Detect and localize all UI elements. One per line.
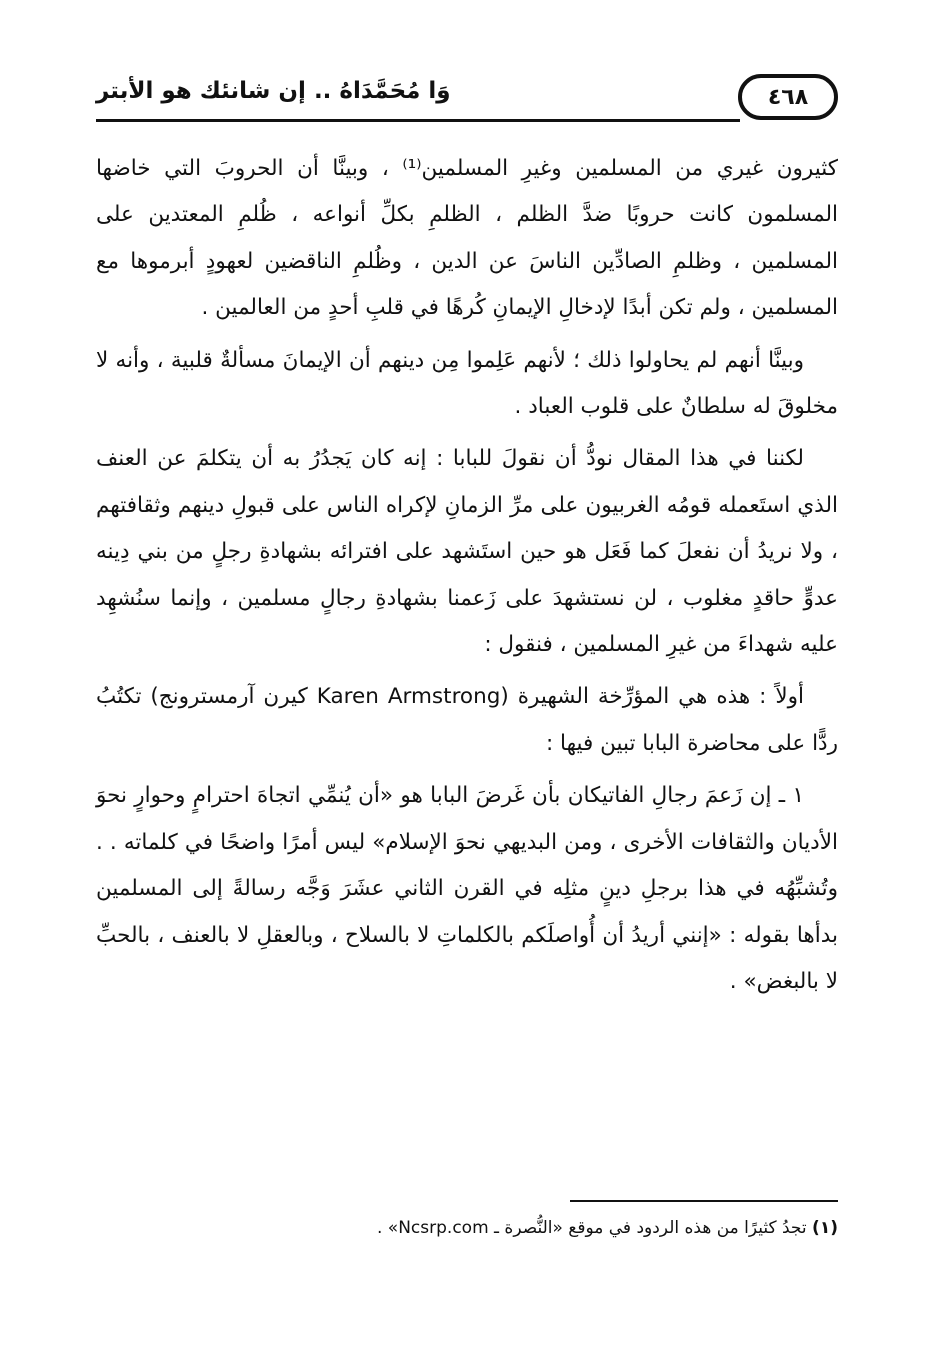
paragraph-1: كثيرون غيري من المسلمين وغيرِ المسلمين⁽¹⁾ ، وبينَّا أن الحروبَ التي خاضها المسلمون كانت حروبًا ضدَّ الظلم ، الظلمِ بكلِّ أنواعه ، ظُلمِ المعتدين على المسلمين ، وظلمِ الصادِّين الناسَ عن الدين ، وظُلمِ الناقضين لعهودٍ أبرموها مع المسلمين ، ولم تكن أبدًا لإدخالِ الإيمانِ كُرهًا في قلبِ أحدٍ من العالمين . [96, 156, 838, 321]
paragraph-5: ١ ـ إن زَعمَ رجالِ الفاتيكان بأن غَرضَ البابا هو «أن يُنمِّي اتجاهَ احترامٍ وحوارٍ نحوَ الأديان والثقافات الأخرى ، ومن البديهي نحوَ الإسلام» ليس أمرًا واضحًا في كلماته . . وتُشبِّهُه في هذا برجلِ دينٍ مثلِه في القرن الثاني عشَرَ وَجَّه رسالةً إلى المسلمين بدأها بقوله : «إنني أريدُ أن أُواصلَكم بالكلماتِ لا بالسلاح ، وبالعقلِ لا بالعنف ، بالحبِّ لا بالبغض» . [96, 783, 838, 994]
paragraph-2: وبينَّا أنهم لم يحاولوا ذلك ؛ لأنهم عَلِموا مِن دينهم أن الإيمانَ مسألةٌ قلبية ، وأنه لا مخلوقَ له سلطانٌ على قلوب العباد . [96, 347, 838, 420]
footnote-rule [570, 1200, 838, 1202]
body-text [96, 146, 838, 1011]
paragraph-4: أولاً : هذه هي المؤرِّخة الشهيرة (Karen Armstrong كيرن آرمسترونج) تكتُبُ ردًّا على محاضرة البابا تبين فيها : [96, 684, 838, 756]
header-rule [96, 119, 740, 122]
footnote-number: (١) [812, 1218, 838, 1238]
page-header [96, 72, 838, 122]
page-number: ٤٦٨ [738, 74, 838, 120]
paragraph-3: لكننا في هذا المقال نودُّ أن نقولَ للبابا : إنه كان يَجدُرُ به أن يتكلمَ عن العنف الذي استَعمله قومُه الغربيون على مرِّ الزمانِ لإكراه الناس على قبولِ دينهم وثقافتهم ، ولا نريدُ أن نفعلَ كما فَعَل هو حين استَشهد على افترائه بشهادةِ رجلٍ من بني دِينه عدوٍّ حاقدٍ مغلوب ، لن نستشهدَ على زَعمنا بشهادةِ رجالٍ مسلمين ، وإنما سنُشهِد عليه شهداءَ من غيرِ المسلمين ، فنقول : [96, 446, 838, 658]
running-title: وَا مُحَمَّدَاهُ .. إن شانئك هو الأبتر [96, 78, 451, 104]
footnote [96, 1218, 838, 1238]
footnote-text: تجدُ كثيرًا من هذه الردود في موقع «النُّصرة ـ Ncsrp.com» . [377, 1218, 807, 1238]
